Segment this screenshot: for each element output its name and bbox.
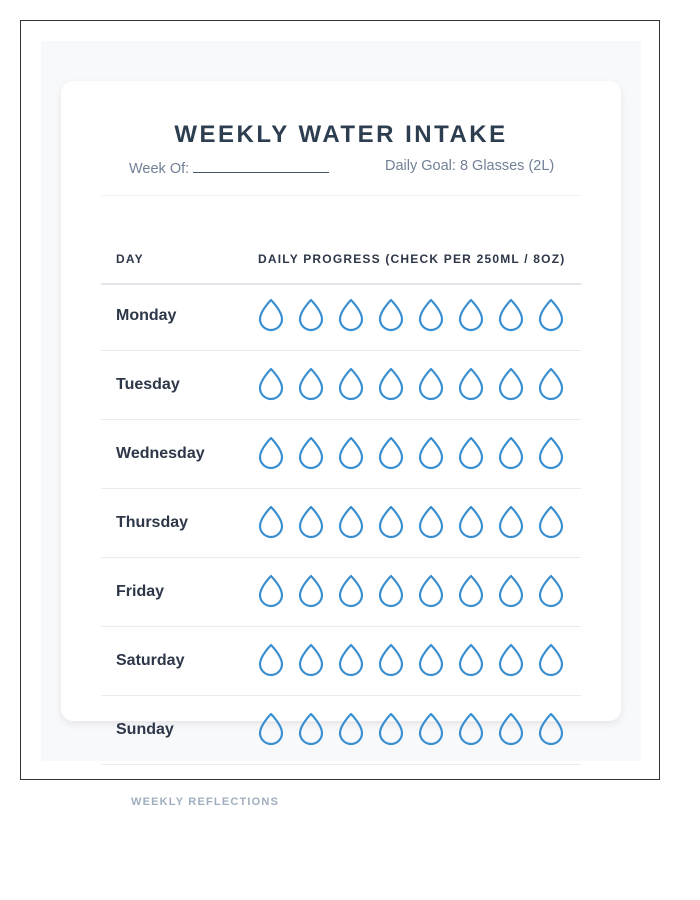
day-label: Thursday	[116, 514, 189, 531]
water-drop-icon[interactable]	[297, 712, 325, 746]
weekly-reflections-heading: WEEKLY REFLECTIONS	[131, 796, 280, 805]
drop-checklist	[257, 574, 577, 608]
water-drop-icon[interactable]	[497, 436, 525, 470]
water-drop-icon[interactable]	[257, 574, 285, 608]
water-drop-icon[interactable]	[377, 643, 405, 677]
water-drop-icon[interactable]	[257, 367, 285, 401]
day-label: Tuesday	[116, 376, 180, 393]
week-of-label: Week Of:	[129, 161, 190, 177]
water-drop-icon[interactable]	[497, 505, 525, 539]
table-row	[101, 558, 581, 627]
week-of-blank[interactable]	[193, 158, 329, 173]
water-drop-icon[interactable]	[297, 574, 325, 608]
water-drop-icon[interactable]	[497, 643, 525, 677]
water-drop-icon[interactable]	[457, 367, 485, 401]
header-divider	[101, 195, 581, 196]
water-drop-icon[interactable]	[417, 643, 445, 677]
water-drop-icon[interactable]	[497, 367, 525, 401]
water-drop-icon[interactable]	[297, 436, 325, 470]
table-row	[101, 696, 581, 765]
water-drop-icon[interactable]	[257, 436, 285, 470]
water-drop-icon[interactable]	[337, 436, 365, 470]
drop-checklist	[257, 505, 577, 539]
table-row	[101, 489, 581, 558]
water-drop-icon[interactable]	[257, 298, 285, 332]
water-drop-icon[interactable]	[377, 712, 405, 746]
day-label: Friday	[116, 583, 165, 600]
water-drop-icon[interactable]	[537, 574, 565, 608]
day-label: Wednesday	[116, 445, 205, 462]
water-drop-icon[interactable]	[537, 298, 565, 332]
water-drop-icon[interactable]	[537, 367, 565, 401]
drop-checklist	[257, 367, 577, 401]
water-drop-icon[interactable]	[457, 436, 485, 470]
water-drop-icon[interactable]	[297, 367, 325, 401]
water-drop-icon[interactable]	[537, 712, 565, 746]
water-drop-icon[interactable]	[337, 643, 365, 677]
day-label: Sunday	[116, 721, 174, 738]
water-drop-icon[interactable]	[297, 643, 325, 677]
water-drop-icon[interactable]	[377, 436, 405, 470]
water-drop-icon[interactable]	[337, 712, 365, 746]
water-drop-icon[interactable]	[417, 505, 445, 539]
water-drop-icon[interactable]	[457, 505, 485, 539]
water-drop-icon[interactable]	[297, 298, 325, 332]
daily-goal: Daily Goal: 8 Glasses (2L)	[385, 158, 555, 174]
drop-checklist	[257, 643, 577, 677]
water-drop-icon[interactable]	[417, 712, 445, 746]
page-title: WEEKLY WATER INTAKE	[174, 121, 508, 148]
water-drop-icon[interactable]	[537, 505, 565, 539]
table-row	[101, 627, 581, 696]
drop-checklist	[257, 712, 577, 746]
drop-checklist	[257, 298, 577, 332]
water-drop-icon[interactable]	[457, 298, 485, 332]
water-drop-icon[interactable]	[457, 574, 485, 608]
water-drop-icon[interactable]	[457, 643, 485, 677]
water-drop-icon[interactable]	[337, 574, 365, 608]
column-header-progress: DAILY PROGRESS (CHECK PER 250ML / 8OZ)	[258, 252, 566, 266]
water-drop-icon[interactable]	[337, 367, 365, 401]
water-drop-icon[interactable]	[497, 574, 525, 608]
water-drop-icon[interactable]	[257, 643, 285, 677]
water-drop-icon[interactable]	[257, 505, 285, 539]
water-drop-icon[interactable]	[417, 436, 445, 470]
day-label: Saturday	[116, 652, 185, 669]
water-drop-icon[interactable]	[417, 574, 445, 608]
drop-checklist	[257, 436, 577, 470]
week-of-field	[129, 158, 329, 177]
column-header-day: DAY	[116, 252, 144, 266]
water-drop-icon[interactable]	[337, 298, 365, 332]
water-drop-icon[interactable]	[497, 712, 525, 746]
water-drop-icon[interactable]	[337, 505, 365, 539]
table-row	[101, 351, 581, 420]
water-drop-icon[interactable]	[377, 298, 405, 332]
table-row	[101, 420, 581, 489]
water-drop-icon[interactable]	[537, 436, 565, 470]
water-drop-icon[interactable]	[257, 712, 285, 746]
water-drop-icon[interactable]	[457, 712, 485, 746]
day-label: Monday	[116, 307, 177, 324]
water-drop-icon[interactable]	[377, 574, 405, 608]
table-header	[101, 247, 581, 285]
water-drop-icon[interactable]	[377, 505, 405, 539]
water-drop-icon[interactable]	[297, 505, 325, 539]
water-drop-icon[interactable]	[537, 643, 565, 677]
water-drop-icon[interactable]	[417, 367, 445, 401]
water-drop-icon[interactable]	[497, 298, 525, 332]
table-row	[101, 282, 581, 351]
water-drop-icon[interactable]	[417, 298, 445, 332]
water-drop-icon[interactable]	[377, 367, 405, 401]
